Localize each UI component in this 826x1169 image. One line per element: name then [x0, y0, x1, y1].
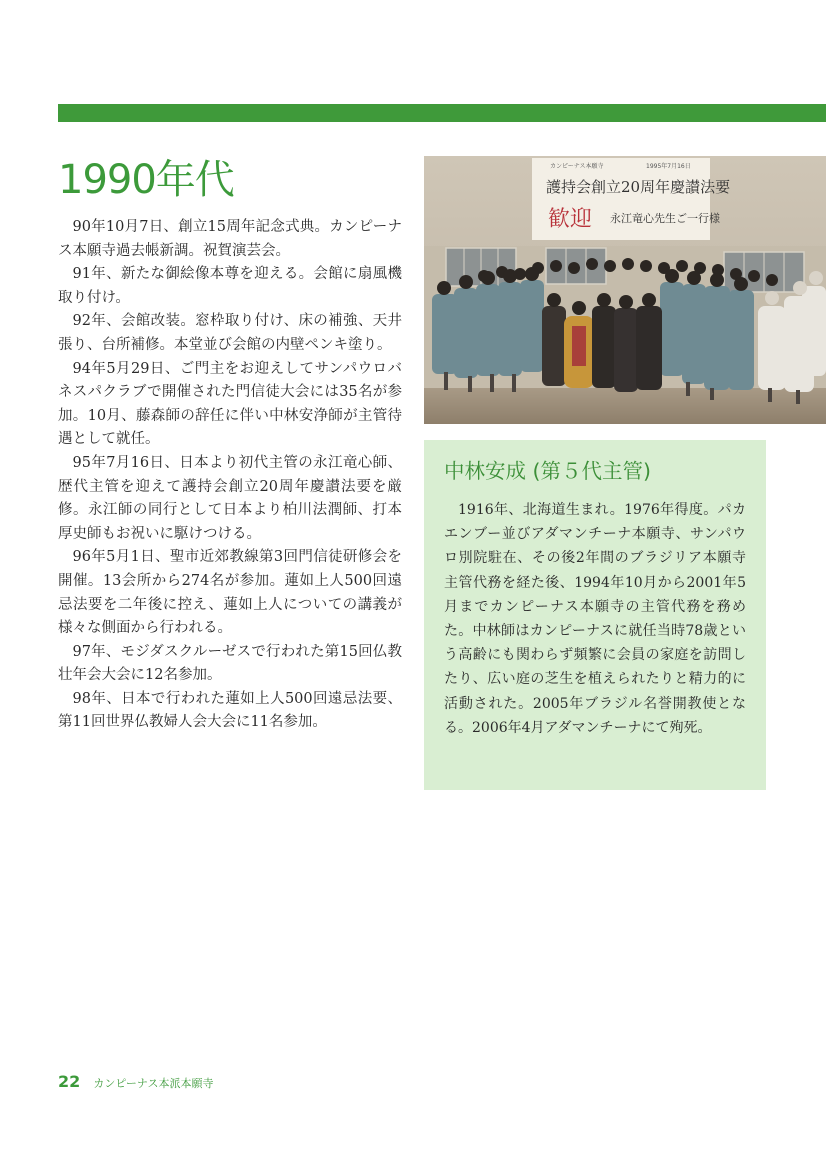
body-text: [58, 216, 402, 735]
body-paragraph: 97年、モジダスクルーゼスで行われた第15回仏教壮年会大会に12名参加。: [58, 643, 402, 684]
group-photo: [424, 156, 826, 424]
page-number: 22: [58, 1072, 81, 1091]
profile-text: 1916年、北海道生まれ。1976年得度。パカエンブー並びアダマンチーナ本願寺、サンパウロ別院駐在、その後2年間のブラジリア本願寺主管代務を経た後、1994年10月から2001年5月までカンピーナス本願寺の主管代務を務めた。中林師はカンピーナスに就任当時78歳という高齢にも関わらず頻繁に会員の家庭を訪問したり、広い庭の芝生を植えられたりと精力的に活動された。2005年ブラジル名誉開教使となる。2006年4月アダマンチーナにて殉死。: [444, 502, 746, 736]
body-paragraph: 91年、新たな御絵像本尊を迎える。会館に扇風機取り付け。: [58, 266, 402, 306]
svg-text:護持会創立20周年慶讃法要: 護持会創立20周年慶讃法要: [546, 178, 731, 196]
body-paragraph: 98年、日本で行われた蓮如上人500回遠忌法要、第11回世界仏教婦人会大会に11名参加。: [58, 690, 402, 731]
body-paragraph: 95年7月16日、日本より初代主管の永江竜心師、歴代主管を迎えて護持会創立20周年慶讃法要を厳修。永江師の同行として日本より柏川法潤師、打本厚史師もお祝いに駆けつける。: [58, 454, 402, 542]
svg-text:歓迎: 歓迎: [548, 207, 593, 232]
top-accent-bar: [58, 104, 826, 122]
body-paragraph: 94年5月29日、ご門主をお迎えしてサンパウロバネスパクラブで開催された門信徒大会には35名が参加。10月、藤森師の辞任に伴い中林安浄師が主管待遇として就任。: [58, 360, 402, 448]
profile-title: 中林安成 (第５代主管): [444, 459, 652, 483]
svg-text:永江竜心先生ご一行様: 永江竜心先生ご一行様: [610, 212, 720, 225]
profile-box: [424, 440, 766, 790]
svg-text:1995年7月16日: 1995年7月16日: [646, 163, 691, 170]
section-heading: 1990年代: [58, 157, 234, 203]
publication-name: カンピーナス本派本願寺: [93, 1077, 214, 1090]
body-paragraph: 92年、会館改装。窓枠取り付け、床の補強、天井張り、台所補修。本堂並び会館の内壁ペンキ塗り。: [58, 313, 402, 353]
svg-text:カンピーナス本願寺: カンピーナス本願寺: [550, 163, 604, 170]
body-paragraph: 90年10月7日、創立15周年記念式典。カンピーナス本願寺過去帳新調。祝賀演芸会。: [58, 219, 402, 259]
page-footer: [58, 1072, 213, 1091]
body-paragraph: 96年5月1日、聖市近郊教線第3回門信徒研修会を開催。13会所から274名が参加。蓮如上人500回遠忌法要を二年後に控え、蓮如上人についての講義が様々な側面から行われる。: [58, 549, 402, 637]
